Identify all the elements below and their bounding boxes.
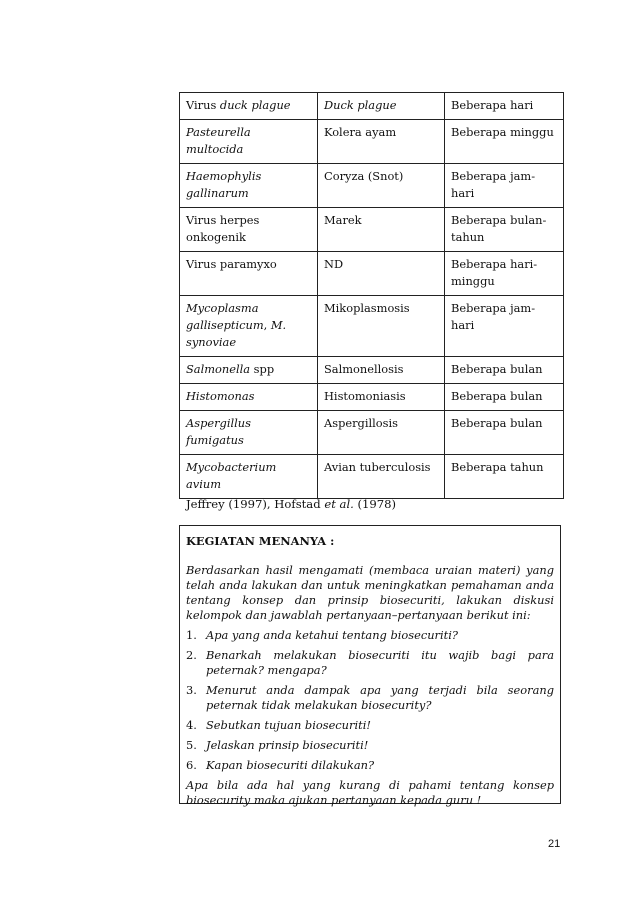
cell-disease	[318, 252, 445, 296]
table-row	[180, 296, 564, 357]
cell-agent-segment: ,	[263, 318, 271, 332]
table-row	[180, 411, 564, 455]
cell-disease-segment: Kolera ayam	[324, 125, 397, 139]
table-row	[180, 252, 564, 296]
table-row	[180, 357, 564, 384]
question-text: Apa yang anda ketahui tentang biosecuriti?	[206, 628, 458, 642]
cell-agent	[180, 384, 318, 411]
cell-disease-segment: Aspergillosis	[324, 416, 398, 430]
cell-disease	[318, 296, 445, 357]
cell-disease-segment: Avian tuberculosis	[324, 460, 431, 474]
cell-agent-segment: Salmonella	[186, 362, 251, 376]
source-prefix: Jeffrey (1997), Hofstad	[186, 497, 325, 511]
table-row	[180, 120, 564, 164]
question-item	[186, 738, 554, 753]
cell-disease-segment: Marek	[324, 213, 362, 227]
cell-agent-segment: Mycobacterium avium	[186, 460, 277, 491]
cell-agent	[180, 252, 318, 296]
question-item	[186, 628, 554, 643]
cell-disease-segment: Salmonellosis	[324, 362, 404, 376]
cell-disease	[318, 93, 445, 120]
question-number: 1.	[186, 628, 197, 642]
table-row	[180, 164, 564, 208]
cell-agent	[180, 455, 318, 499]
cell-agent	[180, 208, 318, 252]
box-heading: KEGIATAN MENANYA :	[186, 534, 335, 548]
cell-duration: Beberapa bulan-tahun	[445, 208, 564, 252]
cell-disease-segment: Coryza (Snot)	[324, 169, 404, 183]
question-number: 2.	[186, 648, 197, 662]
cell-agent-segment: duck plague	[219, 98, 291, 112]
cell-agent-segment: Virus paramyxo	[186, 257, 277, 271]
table-row	[180, 208, 564, 252]
source-suffix: (1978)	[353, 497, 397, 511]
table-row	[180, 384, 564, 411]
cell-disease-segment: Histomoniasis	[324, 389, 406, 403]
cell-agent-segment: Virus	[186, 98, 220, 112]
cell-duration: Beberapa minggu	[445, 120, 564, 164]
question-text: Jelaskan prinsip biosecuriti!	[206, 738, 369, 752]
cell-agent	[180, 296, 318, 357]
box-intro: Berdasarkan hasil mengamati (membaca uraian materi) yang telah anda lakukan dan untuk meningkatkan pemahaman anda tentang konsep dan prinsip biosecuriti, lakukan diskusi kelompok dan jawablah pertanyaan–pertanyaan berikut ini:	[186, 563, 554, 622]
question-text: Sebutkan tujuan biosecuriti!	[206, 718, 371, 732]
cell-duration: Beberapa tahun	[445, 455, 564, 499]
cell-agent-segment: Haemophylis gallinarum	[186, 169, 262, 200]
cell-disease	[318, 120, 445, 164]
page-number: 21	[548, 838, 561, 850]
question-text: Kapan biosecuriti dilakukan?	[206, 758, 375, 772]
question-number: 5.	[186, 738, 197, 752]
cell-disease	[318, 411, 445, 455]
question-list	[186, 628, 554, 773]
box-closing: Apa bila ada hal yang kurang di pahami tentang konsep biosecurity maka ajukan pertanyaan kepada guru !	[186, 778, 554, 807]
cell-agent	[180, 93, 318, 120]
cell-duration: Beberapa jam-hari	[445, 164, 564, 208]
question-item	[186, 758, 554, 773]
table-row	[180, 93, 564, 120]
cell-disease	[318, 455, 445, 499]
cell-agent	[180, 411, 318, 455]
cell-duration: Beberapa hari-minggu	[445, 252, 564, 296]
cell-duration: Beberapa bulan	[445, 411, 564, 455]
question-number: 6.	[186, 758, 197, 772]
cell-disease	[318, 384, 445, 411]
cell-agent	[180, 357, 318, 384]
cell-agent-segment: Mycoplasma gallisepticum	[186, 301, 264, 332]
question-text: Menurut anda dampak apa yang terjadi bila seorang peternak tidak melakukan biosecurity?	[206, 683, 554, 712]
question-item	[186, 648, 554, 678]
cell-disease-segment: Mikoplasmosis	[324, 301, 410, 315]
cell-disease	[318, 208, 445, 252]
question-number: 4.	[186, 718, 197, 732]
cell-disease-segment: ND	[324, 257, 344, 271]
question-item	[186, 718, 554, 733]
cell-agent-segment: M. synoviae	[186, 318, 287, 349]
cell-agent-segment: Aspergillus fumigatus	[186, 416, 251, 447]
cell-agent-segment: Virus herpes onkogenik	[186, 213, 260, 244]
source-italic: et al.	[324, 497, 354, 511]
cell-agent-segment: Pasteurella multocida	[186, 125, 251, 156]
cell-duration: Beberapa jam-hari	[445, 296, 564, 357]
question-item	[186, 683, 554, 713]
cell-agent-segment: Histomonas	[186, 389, 255, 403]
cell-disease	[318, 357, 445, 384]
disease-table-body	[180, 93, 564, 499]
cell-duration: Beberapa bulan	[445, 357, 564, 384]
cell-agent	[180, 120, 318, 164]
cell-disease-segment: Duck plague	[324, 98, 397, 112]
disease-table	[179, 92, 564, 499]
question-number: 3.	[186, 683, 197, 697]
table-row	[180, 455, 564, 499]
cell-agent	[180, 164, 318, 208]
cell-disease	[318, 164, 445, 208]
question-text: Benarkah melakukan biosecuriti itu wajib bagi para peternak? mengapa?	[206, 648, 554, 677]
cell-duration: Beberapa bulan	[445, 384, 564, 411]
table-source-citation	[186, 496, 396, 513]
cell-duration: Beberapa hari	[445, 93, 564, 120]
cell-agent-segment: spp	[250, 362, 275, 376]
kegiatan-menanya-box	[179, 525, 561, 807]
